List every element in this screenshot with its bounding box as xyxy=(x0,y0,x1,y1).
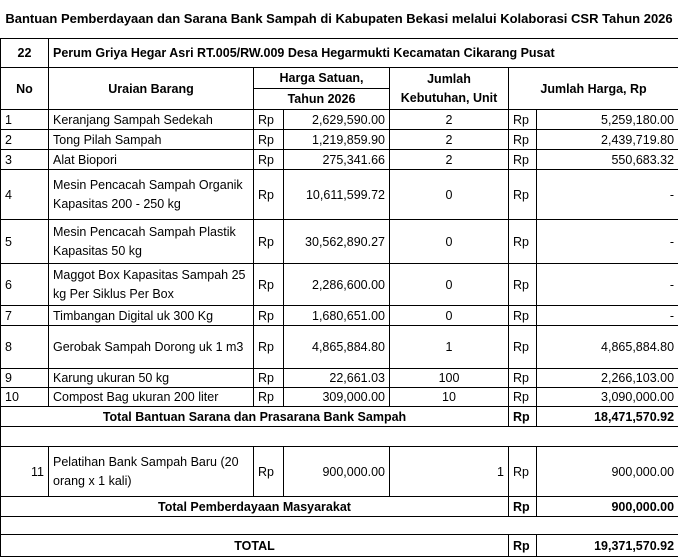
header-no: No xyxy=(1,68,49,110)
table-row: 2 Tong Pilah Sampah Rp 1,219,859.90 2 Rp 2,439,719.80 xyxy=(1,130,678,150)
grand-total-value: 19,371,570.92 xyxy=(537,535,678,557)
header-total: Jumlah Harga, Rp xyxy=(509,68,678,110)
subtotal-row-facilities: Total Bantuan Sarana dan Prasarana Bank Sampah Rp 18,471,570.92 xyxy=(1,407,678,427)
header-quantity: Jumlah Kebutuhan, Unit xyxy=(390,68,509,110)
subtotal-row-empowerment: Total Pemberdayaan Masyarakat Rp 900,000.00 xyxy=(1,497,678,517)
table-row: 11 Pelatihan Bank Sampah Baru (20 orang x 1 kali) Rp 900,000.00 1 Rp 900,000.00 xyxy=(1,447,678,497)
location-row xyxy=(1,39,678,68)
table-row: 6 Maggot Box Kapasitas Sampah 25 kg Per Siklus Per Box Rp 2,286,600.00 0 Rp - xyxy=(1,264,678,306)
table-row: 1 Keranjang Sampah Sedekah Rp 2,629,590.00 2 Rp 5,259,180.00 xyxy=(1,110,678,130)
spacer-row xyxy=(1,427,678,447)
table-row: 10 Compost Bag ukuran 200 liter Rp 309,000.00 10 Rp 3,090,000.00 xyxy=(1,388,678,407)
table-row: 5 Mesin Pencacah Sampah Plastik Kapasitas 50 kg Rp 30,562,890.27 0 Rp - xyxy=(1,220,678,264)
spacer-row xyxy=(1,517,678,535)
grand-total-row: TOTAL Rp 19,371,570.92 xyxy=(1,535,678,557)
sheet-title: Bantuan Pemberdayaan dan Sarana Bank Sampah di Kabupaten Bekasi melalui Kolaborasi CSR Tahun 2026 xyxy=(0,0,678,38)
table-row: 3 Alat Biopori Rp 275,341.66 2 Rp 550,683.32 xyxy=(1,150,678,170)
table-row: 4 Mesin Pencacah Sampah Organik Kapasitas 200 - 250 kg Rp 10,611,599.72 0 Rp - xyxy=(1,170,678,220)
table-row: 9 Karung ukuran 50 kg Rp 22,661.03 100 Rp 2,266,103.00 xyxy=(1,369,678,388)
location-no: 22 xyxy=(1,39,49,68)
table-row: 8 Gerobak Sampah Dorong uk 1 m3 Rp 4,865,884.80 1 Rp 4,865,884.80 xyxy=(1,326,678,369)
header-unit-price-line2: Tahun 2026 xyxy=(254,89,390,110)
header-item: Uraian Barang xyxy=(49,68,254,110)
table-row: 7 Timbangan Digital uk 300 Kg Rp 1,680,651.00 0 Rp - xyxy=(1,306,678,326)
header-row-1 xyxy=(1,68,678,89)
subtotal-facilities-value: 18,471,570.92 xyxy=(537,407,678,427)
subtotal-facilities-label: Total Bantuan Sarana dan Prasarana Bank Sampah xyxy=(1,407,509,427)
budget-table xyxy=(0,38,678,557)
header-unit-price-line1: Harga Satuan, xyxy=(254,68,390,89)
grand-total-label: TOTAL xyxy=(1,535,509,557)
subtotal-empowerment-value: 900,000.00 xyxy=(537,497,678,517)
location-name: Perum Griya Hegar Asri RT.005/RW.009 Desa Hegarmukti Kecamatan Cikarang Pusat xyxy=(49,39,678,68)
subtotal-empowerment-label: Total Pemberdayaan Masyarakat xyxy=(1,497,509,517)
